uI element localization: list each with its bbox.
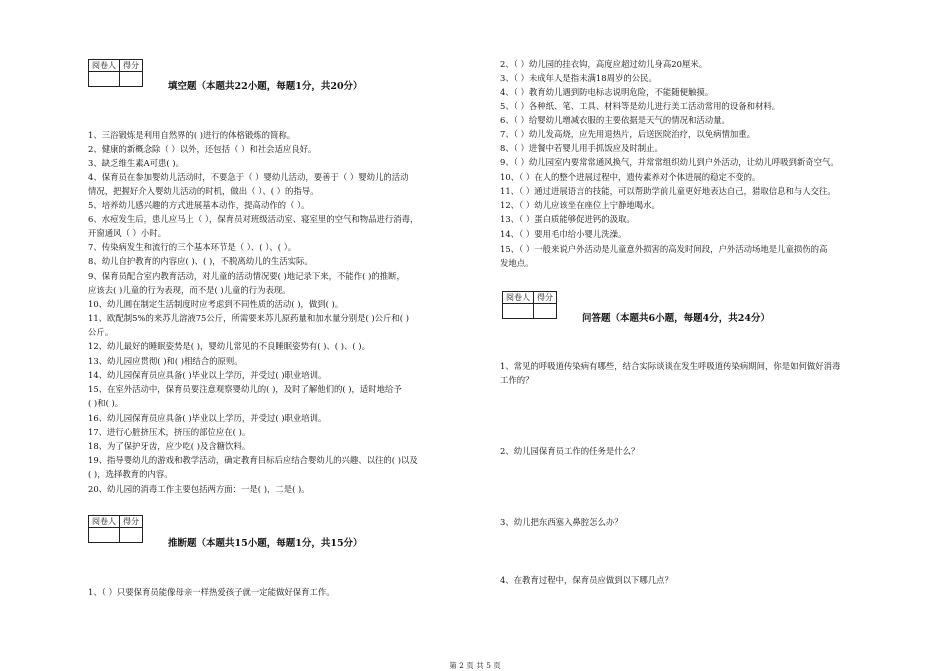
question-line: 3、幼儿把东西塞入鼻腔怎么办？ — [500, 517, 623, 527]
text-line: 8、幼儿自护教育的内容应( )、( )，不脱离幼儿的生活实际。 — [88, 256, 313, 266]
text-line: 9、（ ）幼儿园室内要常常通风换气，并常常组织幼儿到户外活动，让幼儿呼吸到新奇空气。 — [500, 157, 839, 167]
text-line: 12、（ ）幼儿应该坐在座位上宁静地喝水。 — [500, 200, 660, 210]
text-line: 15、（ ）一般来说户外活动是儿童意外损害的高发时间段，户外活动场地是儿童损伤的高 — [500, 244, 828, 254]
text-line: 9、保育员配合室内教育活动，对儿童的活动情况要( )地记录下来，不能作( )的推断， — [88, 271, 405, 281]
score-label: 得分 — [120, 516, 143, 528]
text-line: 4、（ ）教育幼儿遇到防电标志说明危险，不能随便触摸。 — [500, 87, 714, 97]
text-line: 12、幼儿最好的睡眠姿势是( )，婴幼儿常见的不良睡眠姿势有( )、( )、( )。 — [88, 341, 370, 351]
text-line: 应该去( )儿童的行为表现，而不是( )儿童的行为表现。 — [88, 285, 291, 295]
text-line: 17、进行心脏挤压术，挤压的部位应在( )。 — [88, 427, 251, 437]
text-line: 11、欧配制5%的来苏儿溶液75公斤，所需要来苏儿原药量和加水量分别是( )公斤和( ) — [88, 313, 409, 323]
text-line: 2、（ ）幼儿园的挂衣钩，高度应超过幼儿身高20厘米。 — [500, 59, 708, 69]
section-title-fill: 填空题（本题共22小题，每题1分，共20分） — [168, 81, 363, 92]
text-line: 1、（ ）只要保育员能像母亲一样热爱孩子就一定能做好保育工作。 — [88, 587, 335, 597]
score-box-judge — [88, 515, 143, 543]
text-line: 发地点。 — [500, 258, 534, 268]
text-line: 2、健康的新概念除（ ）以外，还包括（ ）和社会适应良好。 — [88, 144, 317, 154]
text-line: ( )和( )。 — [88, 398, 124, 408]
text-line: 5、（ ）各种纸、笔、工具、材料等是幼儿进行美工活动常用的设备和材料。 — [500, 101, 781, 111]
text-line: 19、指导婴幼儿的游戏和教学活动，确定教育目标后应结合婴幼儿的兴趣、以往的( )以及 — [88, 455, 418, 465]
score-label: 得分 — [534, 292, 557, 304]
reviewer-label: 阅卷人 — [89, 60, 120, 72]
section-title-judge: 推断题（本题共15小题，每题1分，共15分） — [168, 538, 363, 549]
text-line: 13、幼儿园应贯彻( )和( )相结合的原则。 — [88, 356, 243, 366]
reviewer-label: 阅卷人 — [503, 292, 534, 304]
text-line: 6、水痘发生后，患儿应马上（ ），保育员对班级活动室、寝室里的空气和物品进行消毒， — [88, 214, 419, 224]
text-line: 3、缺乏维生素A可患( )。 — [88, 158, 184, 168]
text-line: 情况，把握好介入婴幼儿活动的时机，做出（ ）、( ）的指导。 — [88, 186, 319, 196]
text-line: 1、三浴锻炼是利用自然界的( )进行的体格锻炼的简称。 — [88, 130, 296, 140]
text-line: 公斤。 — [88, 327, 114, 337]
text-line: 11、（ ）通过进展语言的技能，可以帮助学前儿童更好地表达自己，猎取信息和与人交往。 — [500, 186, 836, 196]
text-line: 14、幼儿园保育员应具备( )毕业以上学历，并受过( )职业培训。 — [88, 370, 327, 380]
question-line: 2、幼儿园保育员工作的任务是什么？ — [500, 446, 640, 456]
question-line: 4、在教育过程中，保育员应做到以下哪几点？ — [500, 575, 673, 585]
text-line: 13、（ ）蛋白质能够促进钙的汲取。 — [500, 214, 635, 224]
text-line: ( )，选择教育的内容。 — [88, 469, 173, 479]
text-line: 7、（ ）幼儿发高烧，应先用退热片，后送医院治疗，以免病情加重。 — [500, 129, 756, 139]
text-line: 7、传染病发生和流行的三个基本环节是（ ）、( ）、( ）。 — [88, 242, 297, 252]
score-label: 得分 — [120, 60, 143, 72]
text-line: 18、为了保护牙齿，应少吃( )及含糖饮料。 — [88, 441, 251, 451]
section-title-qa: 问答题（本题共6小题，每题4分，共24分） — [582, 313, 770, 324]
text-line: 开窗通风（ ）小时。 — [88, 228, 167, 238]
text-line: 4、保育员在参加婴幼儿活动时，不要急于（ ）婴幼儿活动，要善于（ ）婴幼儿的活动 — [88, 172, 409, 182]
reviewer-label: 阅卷人 — [89, 516, 120, 528]
text-line: 14、（ ）要用毛巾给小婴儿洗澡。 — [500, 229, 627, 239]
text-line: 10、（ ）在人的整个进展过程中，遗传素养对个体进展的稳定不变的。 — [500, 172, 761, 182]
text-line: 20、幼儿园的消毒工作主要包括两方面：一是( )，二是( )。 — [88, 484, 310, 494]
page-footer: 第 2 页 共 5 页 — [449, 661, 501, 670]
text-line: 6、（ ）给婴幼儿增减衣服的主要依据是天气的情况和活动量。 — [500, 115, 730, 125]
text-line: 10、幼儿圓在制定生活制度时应考虑到不同性质的活动( )，做到( )。 — [88, 299, 344, 309]
text-line: 5、培养幼儿感兴趣的方式进展基本动作，提高动作的（ ）。 — [88, 200, 310, 210]
text-line: 8、（ ）进餐中若婴儿用手抓饭应及时制止。 — [500, 143, 663, 153]
score-box-fill — [88, 59, 143, 87]
text-line: 15、在室外活动中，保育员要注意观察婴幼儿的( )，及时了解他们的( )，适时地给予 — [88, 384, 402, 394]
question-line: 1、常见的呼吸道传染病有哪些，结合实际谈谈在发生呼吸道传染病期间，你是如何做好消毒 — [500, 361, 841, 371]
text-line: 16、幼儿园保育员应具备( )毕业以上学历，并受过( )职业培训。 — [88, 413, 327, 423]
text-line: 3、（ ）未成年人是指未满18周岁的公民。 — [500, 73, 657, 83]
score-box-qa — [502, 291, 557, 319]
question-line: 工作的？ — [500, 375, 534, 385]
